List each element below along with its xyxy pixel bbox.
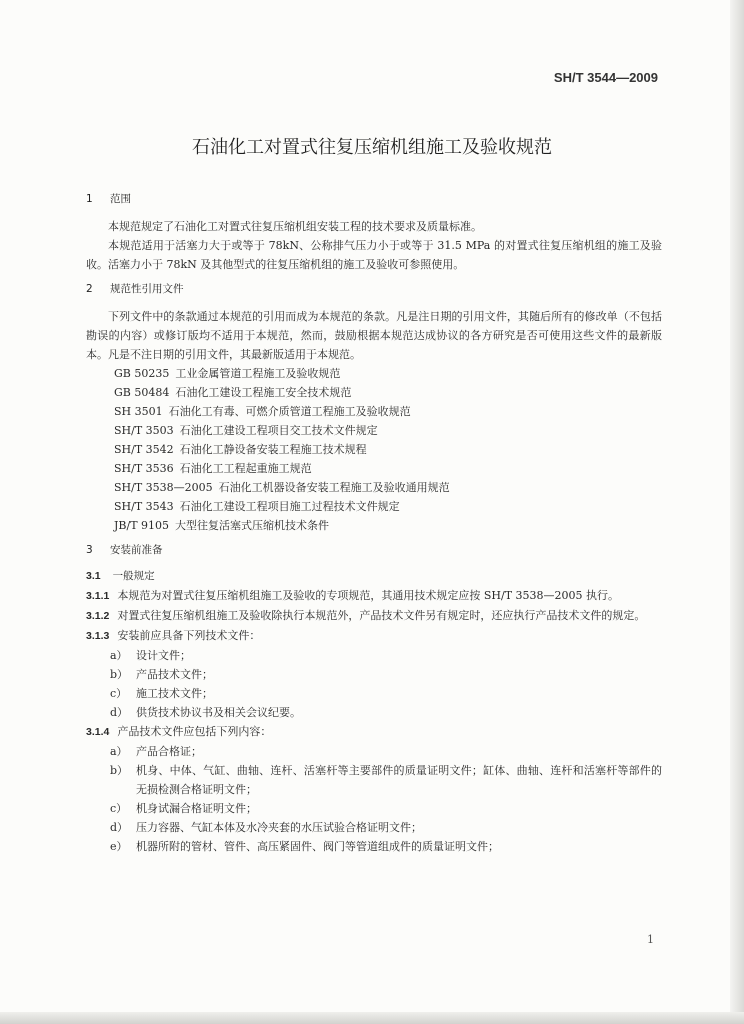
- reference-item: [86, 478, 662, 497]
- section-number: 2: [86, 283, 93, 295]
- section-title: 安装前准备: [110, 544, 163, 556]
- reference-code: SH/T 3503: [114, 424, 174, 437]
- list-item: [86, 799, 662, 818]
- list-item: [86, 761, 662, 799]
- paragraph: 本规范适用于活塞力大于或等于 78kN、公称排气压力小于或等于 31.5 MPa 的对置式往复压缩机组的施工及验收。活塞力小于 78kN 及其他型式的往复压缩机组的施工及验收可参照使用。: [86, 239, 662, 271]
- reference-title: 石油化工工程起重施工规范: [179, 462, 312, 475]
- reference-item: [86, 497, 662, 516]
- reference-title: 石油化工有毒、可燃介质管道工程施工及验收规范: [168, 405, 411, 418]
- list-marker: c）: [110, 802, 128, 815]
- scan-edge-bottom: [0, 1012, 744, 1024]
- clause-text: 本规范为对置式往复压缩机组施工及验收的专项规范，其通用技术规定应按 SH/T 3538—2005 执行。: [117, 589, 620, 602]
- section-2-heading: [86, 280, 662, 299]
- list-text: 供货技术协议书及相关会议纪要。: [136, 706, 301, 719]
- document-title: 石油化工对置式往复压缩机组施工及验收规范: [192, 137, 552, 158]
- reference-item: [86, 364, 662, 383]
- list-item: [86, 684, 662, 703]
- reference-item: [86, 459, 662, 478]
- subsection-heading: [86, 566, 662, 586]
- list-item: [86, 818, 662, 837]
- list-text: 设计文件；: [136, 649, 191, 662]
- section-3-heading: [86, 541, 662, 560]
- list-marker: b）: [110, 668, 129, 681]
- reference-code: JB/T 9105: [114, 519, 170, 532]
- reference-item: [86, 421, 662, 440]
- clause-text: 安装前应具备下列技术文件：: [117, 629, 261, 642]
- clause-text: 对置式往复压缩机组施工及验收除执行本规范外，产品技术文件另有规定时，还应执行产品技术文件的规定。: [117, 609, 646, 622]
- list-text: 产品合格证；: [136, 745, 202, 758]
- list-item: [86, 703, 662, 722]
- list-marker: d）: [110, 821, 129, 834]
- list-text: 机身试漏合格证明文件；: [136, 802, 257, 815]
- paragraph: 本规范规定了石油化工对置式往复压缩机组安装工程的技术要求及质量标准。: [108, 220, 482, 233]
- list-marker: b）: [110, 764, 129, 777]
- subsection-number: 3.1: [86, 570, 101, 582]
- list-text: 机身、中体、气缸、曲轴、连杆、活塞杆等主要部件的质量证明文件；缸体、曲轴、连杆和活塞杆等部件的无损检测合格证明文件；: [136, 764, 662, 796]
- clause-number: 3.1.1: [86, 590, 110, 602]
- clause-text: 产品技术文件应包括下列内容：: [117, 725, 272, 738]
- section-number: 3: [86, 544, 93, 556]
- reference-code: SH/T 3536: [114, 462, 174, 475]
- list-item: [86, 837, 662, 856]
- clause-3-1-3: [86, 626, 662, 646]
- section-title: 规范性引用文件: [110, 283, 184, 295]
- section-1-heading: [86, 190, 662, 209]
- clause-3-1-4: [86, 722, 662, 742]
- reference-title: 工业金属管道工程施工及验收规范: [175, 367, 341, 380]
- reference-title: 大型往复活塞式压缩机技术条件: [175, 519, 330, 532]
- clause-number: 3.1.2: [86, 610, 110, 622]
- reference-code: SH/T 3538—2005: [114, 481, 213, 494]
- reference-title: 石油化工静设备安装工程施工技术规程: [179, 443, 367, 456]
- reference-item: [86, 383, 662, 402]
- list-text: 机器所附的管材、管件、高压紧固件、阀门等管道组成件的质量证明文件；: [136, 840, 499, 853]
- reference-item: [86, 440, 662, 459]
- reference-title: 石油化工建设工程施工安全技术规范: [175, 386, 352, 399]
- list-marker: e）: [110, 840, 128, 853]
- list-marker: c）: [110, 687, 128, 700]
- list-item: [86, 646, 662, 665]
- clause-3-1-2: [86, 606, 662, 626]
- reference-title: 石油化工建设工程项目交工技术文件规定: [179, 424, 378, 437]
- reference-code: SH 3501: [114, 405, 163, 418]
- list-item: [86, 742, 662, 761]
- clause-3-1-1: [86, 586, 662, 606]
- standard-id: SH/T 3544—2009: [553, 70, 658, 85]
- reference-title: 石油化工机器设备安装工程施工及验收通用规范: [218, 481, 450, 494]
- list-text: 产品技术文件；: [136, 668, 213, 681]
- section-number: 1: [86, 193, 93, 205]
- reference-code: GB 50235: [114, 367, 170, 380]
- document-body: [86, 190, 662, 856]
- reference-item: [86, 516, 662, 535]
- page-number: 1: [647, 933, 654, 946]
- list-text: 压力容器、气缸本体及水冷夹套的水压试验合格证明文件；: [136, 821, 422, 834]
- reference-code: GB 50484: [114, 386, 170, 399]
- list-marker: a）: [110, 745, 128, 758]
- clause-number: 3.1.4: [86, 726, 110, 738]
- reference-code: SH/T 3543: [114, 500, 174, 513]
- list-marker: d）: [110, 706, 129, 719]
- reference-code: SH/T 3542: [114, 443, 174, 456]
- reference-item: [86, 402, 662, 421]
- clause-number: 3.1.3: [86, 630, 110, 642]
- subsection-title: 一般规定: [112, 570, 155, 582]
- paragraph: 下列文件中的条款通过本规范的引用而成为本规范的条款。凡是注日期的引用文件，其随后所有的修改单（不包括勘误的内容）或修订版均不适用于本规范，然而，鼓励根据本规范达成协议的各方研究是否可使用这些文件的最新版本。凡是不注日期的引用文件，其最新版适用于本规范。: [86, 310, 662, 361]
- section-title: 范围: [110, 193, 131, 205]
- list-item: [86, 665, 662, 684]
- list-text: 施工技术文件；: [136, 687, 213, 700]
- list-marker: a）: [110, 649, 128, 662]
- reference-title: 石油化工建设工程项目施工过程技术文件规定: [179, 500, 400, 513]
